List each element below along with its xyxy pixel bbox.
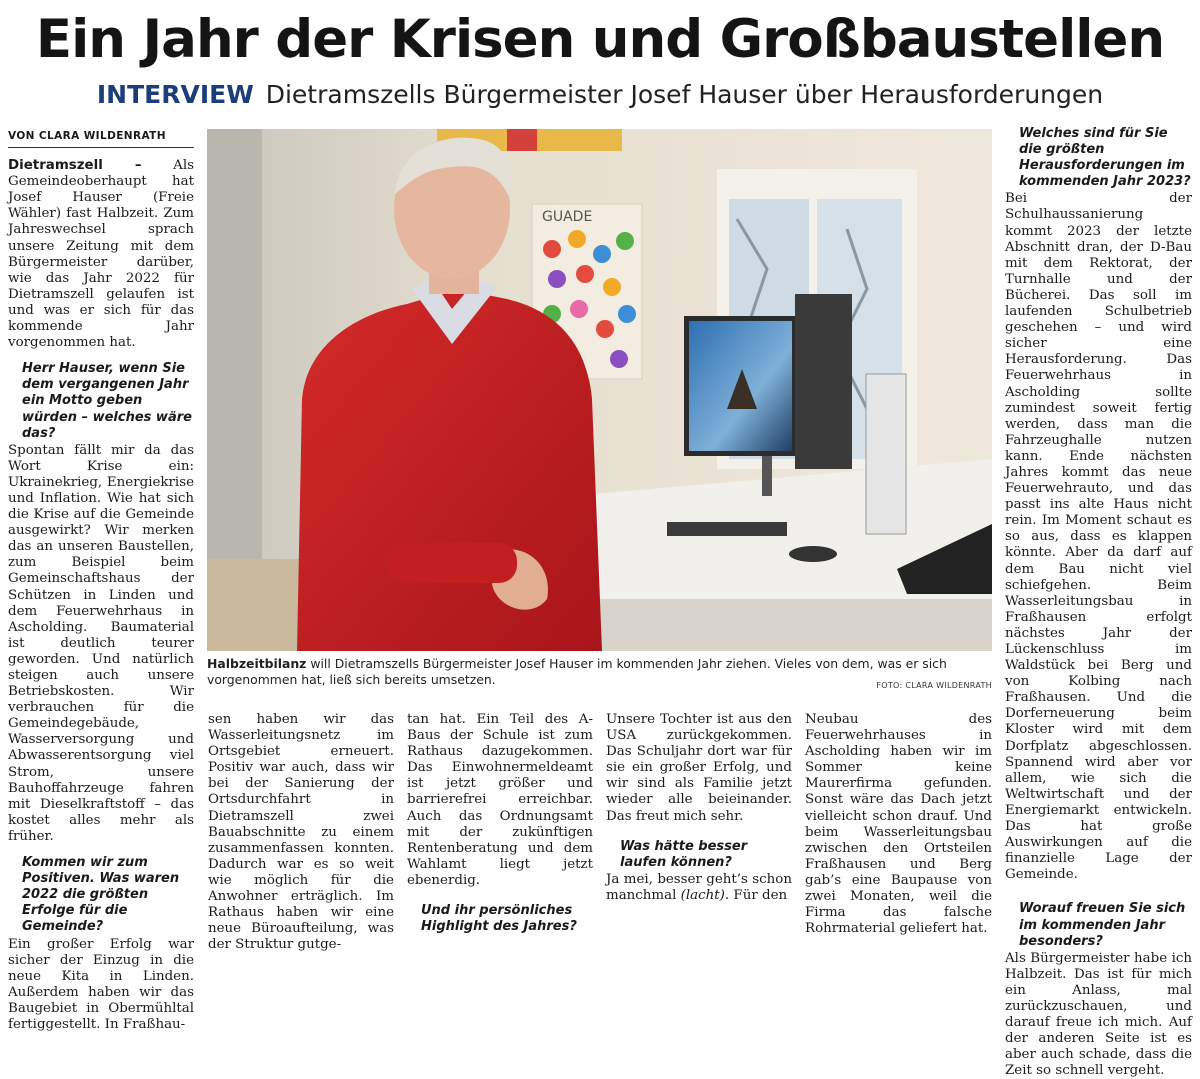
article-column-1 <box>8 128 194 1033</box>
question-improve: Was hätte besser laufen können? <box>620 838 748 870</box>
question-motto: Herr Hauser, wenn Sie dem vergangenen Jahr ein Motto geben würden – welches wäre das? <box>22 361 192 441</box>
photo-illustration <box>207 129 992 651</box>
subheadline-kicker: INTERVIEW <box>96 80 254 109</box>
subheadline <box>0 78 1200 112</box>
column-4-text: Unsere Tochter ist aus den USA zurückgekommen. Das Schuljahr dort war für sie ein großer Erfolg, und wir sind als Familie jetzt wieder alle beieinander. Das freut mich sehr. <box>606 712 792 824</box>
article-photo <box>207 129 992 651</box>
answer-improve: Ja mei, besser geht’s schon manchmal (lacht). Für den <box>606 871 792 903</box>
article-column-3 <box>407 712 593 936</box>
intro-paragraph: Dietramszell – Als Gemeindeoberhaupt hat Josef Hauser (Freie Wähler) fast Halbzeit. Zum Jahreswechsel sprach unsere Zeitung mit dem Bürgermeister darüber, wie das Jahr 2022 für Dietramszell gelaufen ist und was er sich für das kommende Jahr vorgenommen hat. <box>8 158 194 351</box>
byline: VON CLARA WILDENRATH <box>8 128 194 148</box>
answer-looking-forward: Als Bürgermeister habe ich Halbzeit. Das ist für mich ein Anlass, mal zurückzuschauen, und darauf freue ich mich. Auf der anderen Seite ist es aber auch schade, dass die Zeit so schnell vergeht. <box>1005 950 1192 1079</box>
poster-text: GUADE <box>542 209 593 225</box>
question-highlight: Und ihr persönliches Highlight des Jahres? <box>421 903 577 935</box>
subheadline-text: Dietramszells Bürgermeister Josef Hauser über Herausforderungen <box>265 80 1104 109</box>
question-looking-forward: Worauf freuen Sie sich im kommenden Jahr besonders? <box>1019 901 1186 949</box>
column-2-text: sen haben wir das Wasserleitungsnetz im Ortsgebiet erneuert. Positiv war auch, dass wir bei der Sanierung der Ortsdurchfahrt in Dietramszell zwei Bauabschnitte zu einem zusammenfassen konnten. Dadurch war es so weit wie möglich für die Anwohner erträglich. Im Rathaus haben wir eine neue Büroaufteilung, was der Struktur gutge- <box>208 712 394 953</box>
answer-successes: Ein großer Erfolg war sicher der Einzug in die neue Kita in Linden. Außerdem haben wir das Baugebiet in Obermühltal fertiggestellt. In Fraßhau- <box>8 936 194 1032</box>
caption-text: will Dietramszells Bürgermeister Josef Hauser im kommenden Jahr ziehen. Vieles von dem, was er sich vorgenommen hat, ließ sich bereits umsetzen. <box>207 656 947 687</box>
article-column-6 <box>1005 126 1192 1079</box>
article-column-5 <box>805 712 992 937</box>
column-5-text: Neubau des Feuerwehrhauses in Ascholding haben wir im Sommer keine Maurerfirma gefunden. Sonst wäre das Dach jetzt vielleicht schon drauf. Und beim Wasserleitungsbau zwischen den Ortsteilen Fraßhausen und Berg gab’s eine Baupause von zwei Monaten, weil die Firma das falsche Rohrmaterial geliefert hat. <box>805 712 992 937</box>
question-successes: Kommen wir zum Positiven. Was waren 2022 die größten Erfolge für die Gemeinde? <box>22 855 180 935</box>
dateline: Dietramszell – <box>8 158 142 174</box>
photo-credit: FOTO: CLARA WILDENRATH <box>876 681 992 690</box>
column-3-text: tan hat. Ein Teil des A-Baus der Schule ist zum Rathaus dazugekommen. Das Einwohnermeldeamt ist jetzt größer und barrierefrei erreichbar. Auch das Ordnungsamt mit der zukünftigen Rentenberatung und dem Wahlamt liegt jetzt ebenerdig. <box>407 712 593 888</box>
article-column-4 <box>606 712 792 904</box>
question-challenges: Welches sind für Sie die größten Herausforderungen im kommenden Jahr 2023? <box>1019 126 1191 190</box>
headline: Ein Jahr der Krisen und Großbaustellen <box>35 9 1165 70</box>
caption-lead: Halbzeitbilanz <box>207 656 307 671</box>
answer-motto: Spontan fällt mir da das Wort Krise ein: Ukrainekrieg, Energiekrise und Inflation. Wie hat sich die Krise auf die Gemeinde ausgewirkt? Wir merken das an unseren Baustellen, zum Beispiel beim Gemeinschaftshaus der Schützen in Linden und dem Feuerwehrhaus in Ascholding. Baumaterial ist deutlich teurer geworden. Und natürlich steigen auch unsere Betriebskosten. Wir verbrauchen für die Gemeindegebäude, Wasserversorgung und Abwasserentsorgung viel Strom, unsere Bauhoffahrzeuge fahren mit Dieselkraftstoff – das kostet alles mehr als früher. <box>8 442 194 844</box>
answer-challenges: Bei der Schulhaussanierung kommt 2023 der letzte Abschnitt dran, der D-Bau mit dem Rektorat, der Turnhalle und der Bücherei. Das soll im laufenden Schulbetrieb geschehen – und wird sicher eine Herausforderung. Das Feuerwehrhaus in Ascholding sollte zumindest soweit fertig werden, dass man die Fahrzeughalle nutzen kann. Ende nächsten Jahres kommt das neue Feuerwehrauto, und das passt ins alte Haus nicht rein. Im Moment schaut es so aus, dass es klappen könnte. Aber da darf auf dem Bau nicht viel schiefgehen. Beim Wasserleitungsbau in Fraßhausen erfolgt nächstes Jahr der Lückenschluss im Waldstück bei Berg und von Kolbing nach Fraßhausen. Und die Dorferneuerung beim Kloster wird mit dem Dorfplatz abgeschlossen. Spannend wird aber vor allem, wie sich die Weltwirtschaft und der Energiemarkt entwickeln. Das hat große Auswirkungen auf die finanzielle Lage der Gemeinde. <box>1005 191 1192 883</box>
article-column-2 <box>208 712 394 953</box>
